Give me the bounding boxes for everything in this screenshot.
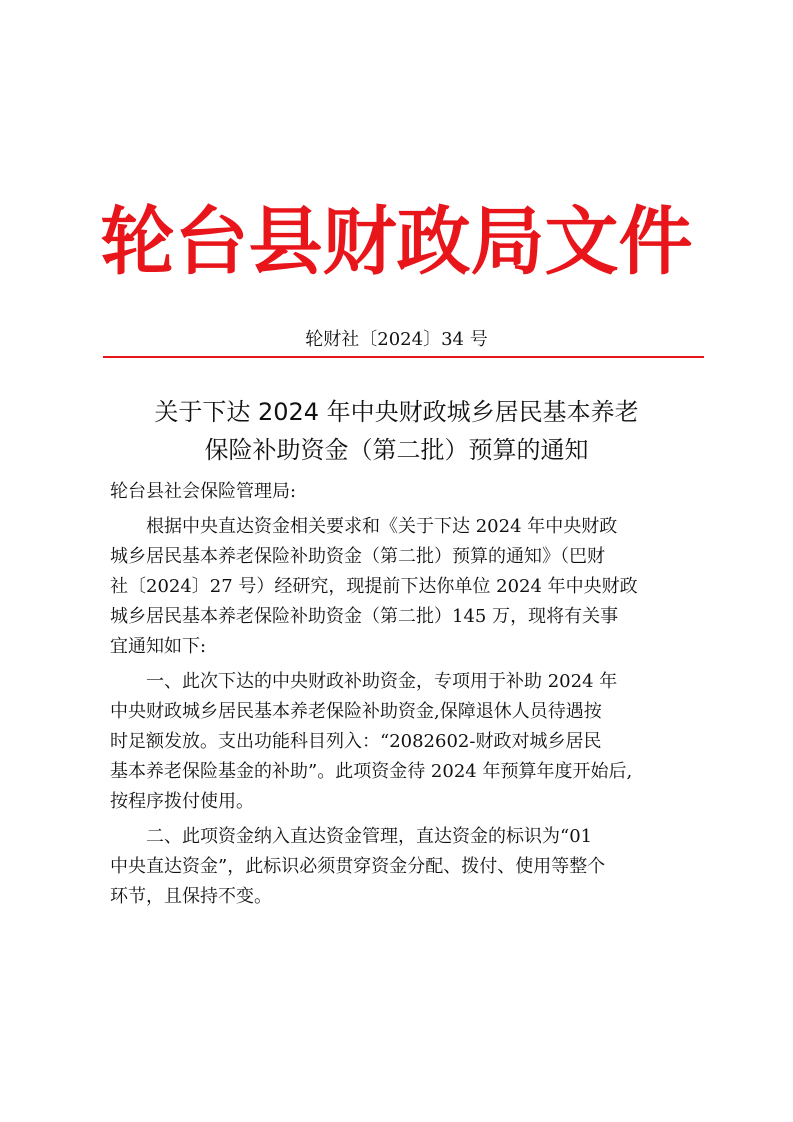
paragraph bbox=[110, 822, 695, 912]
paragraph bbox=[110, 512, 695, 662]
notice-title-line: 关于下达 2024 年中央财政城乡居民基本养老 bbox=[154, 398, 639, 426]
paragraph-line: 按程序拨付使用。 bbox=[110, 791, 254, 812]
paragraph-line: 中央直达资金”，此标识必须贯穿资金分配、拨付、使用等整个 bbox=[110, 856, 606, 877]
paragraph-line: 中央财政城乡居民基本养老保险补助资金,保障退休人员待遇按 bbox=[110, 701, 602, 722]
notice-title bbox=[90, 393, 703, 469]
paragraph-line: 宜通知如下: bbox=[110, 636, 207, 657]
document-header-title: 轮台县财政局文件 bbox=[100, 199, 693, 285]
addressee: 轮台县社会保险管理局: bbox=[110, 481, 297, 502]
paragraph-line: 时足额发放。支出功能科目列入：“2082602-财政对城乡居民 bbox=[110, 731, 602, 752]
paragraph-line: 社〔2024〕27 号）经研究，现提前下达你单位 2024 年中央财政 bbox=[110, 576, 638, 597]
paragraph-line: 城乡居民基本养老保险补助资金（第二批）预算的通知》（巴财 bbox=[110, 546, 605, 567]
document-number: 轮财社〔2024〕34 号 bbox=[305, 329, 488, 350]
paragraph bbox=[110, 667, 695, 817]
paragraph-line: 环节，且保持不变。 bbox=[110, 886, 272, 907]
notice-body bbox=[110, 477, 695, 912]
paragraph-line: 城乡居民基本养老保险补助资金（第二批）145 万，现将有关事 bbox=[110, 606, 619, 627]
paragraph-line: 一、此次下达的中央财政补助资金，专项用于补助 2024 年 bbox=[146, 671, 618, 692]
paragraph-line: 基本养老保险基金的补助”。此项资金待 2024 年预算年度开始后, bbox=[110, 761, 633, 782]
header-divider bbox=[103, 356, 704, 358]
notice-title-line: 保险补助资金（第二批）预算的通知 bbox=[204, 436, 589, 464]
paragraph-line: 二、此项资金纳入直达资金管理，直达资金的标识为“01 bbox=[146, 826, 593, 847]
paragraph-line: 根据中央直达资金相关要求和《关于下达 2024 年中央财政 bbox=[146, 516, 618, 537]
